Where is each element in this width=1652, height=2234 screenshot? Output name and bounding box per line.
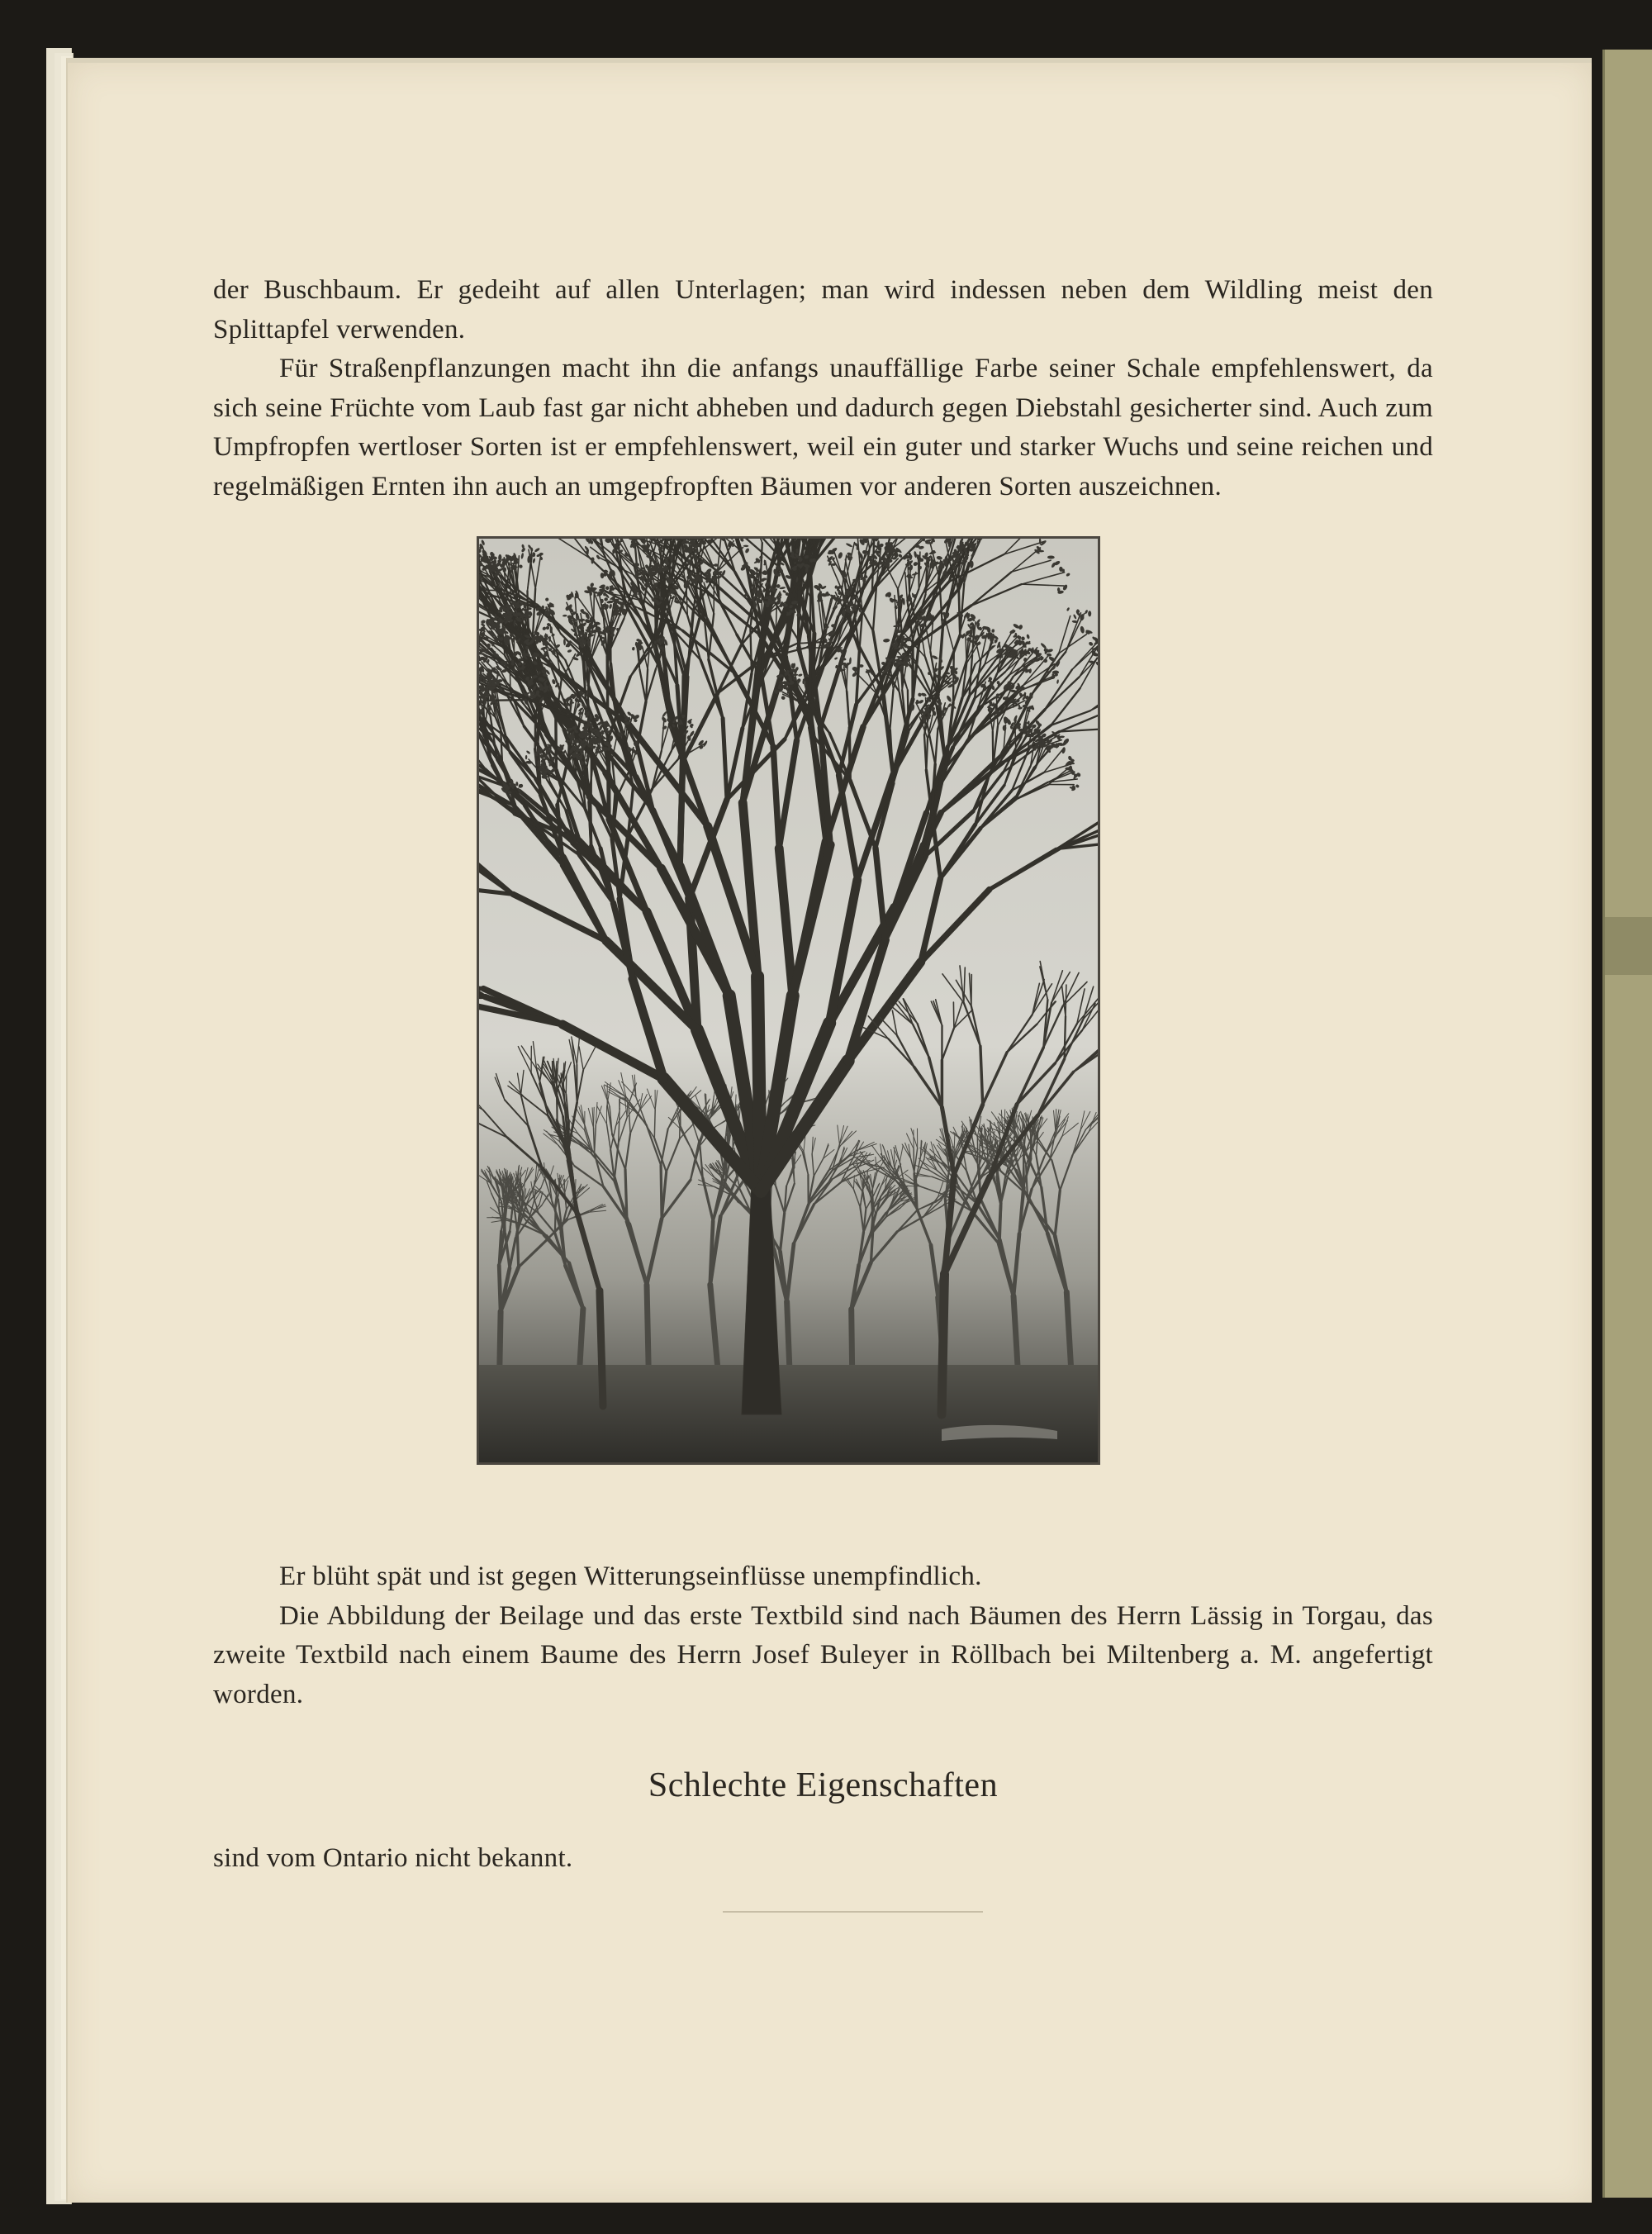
closing-rule	[723, 1911, 983, 1913]
paragraph: der Buschbaum. Er gedeiht auf allen Unterlagen; man wird indessen neben dem Wildling meist den Splittapfel verwenden.	[213, 275, 1433, 345]
body-text-bottom	[213, 1557, 1433, 1714]
cover-hinge	[1605, 917, 1652, 975]
section-text-block	[213, 1839, 1433, 1879]
body-text-top	[213, 271, 1433, 506]
paragraph: Für Straßenpflanzungen macht ihn die anfangs unauffällige Farbe seiner Schale empfehlenswert, da sich seine Früchte vom Laub fast gar nicht abheben und dadurch gegen Diebstahl gesicherter sind. Auch zum Umpfropfen wertloser Sorten ist er empfehlenswert, weil ein guter und starker Wuchs und seine reichen und regelmäßigen Ernten ihn auch an umgepfropften Bäumen vor anderen Sorten auszeichnen.	[213, 354, 1433, 501]
section-heading: Schlechte Eigenschaften	[648, 1766, 999, 1804]
paragraph: Die Abbildung der Beilage und das erste Textbild sind nach Bäumen des Herrn Lässig in Torgau, das zweite Textbild nach einem Baume des Herrn Josef Buleyer in Röllbach bei Miltenberg a. M. angefertigt worden.	[213, 1600, 1433, 1709]
paragraph: Er blüht spät und ist gegen Witterungseinflüsse unempfindlich.	[279, 1561, 982, 1591]
tree-photograph	[477, 536, 1100, 1465]
section-text: sind vom Ontario nicht bekannt.	[213, 1843, 573, 1873]
book-cover-edge	[1602, 50, 1652, 2198]
tree-illustration	[479, 539, 1098, 1462]
